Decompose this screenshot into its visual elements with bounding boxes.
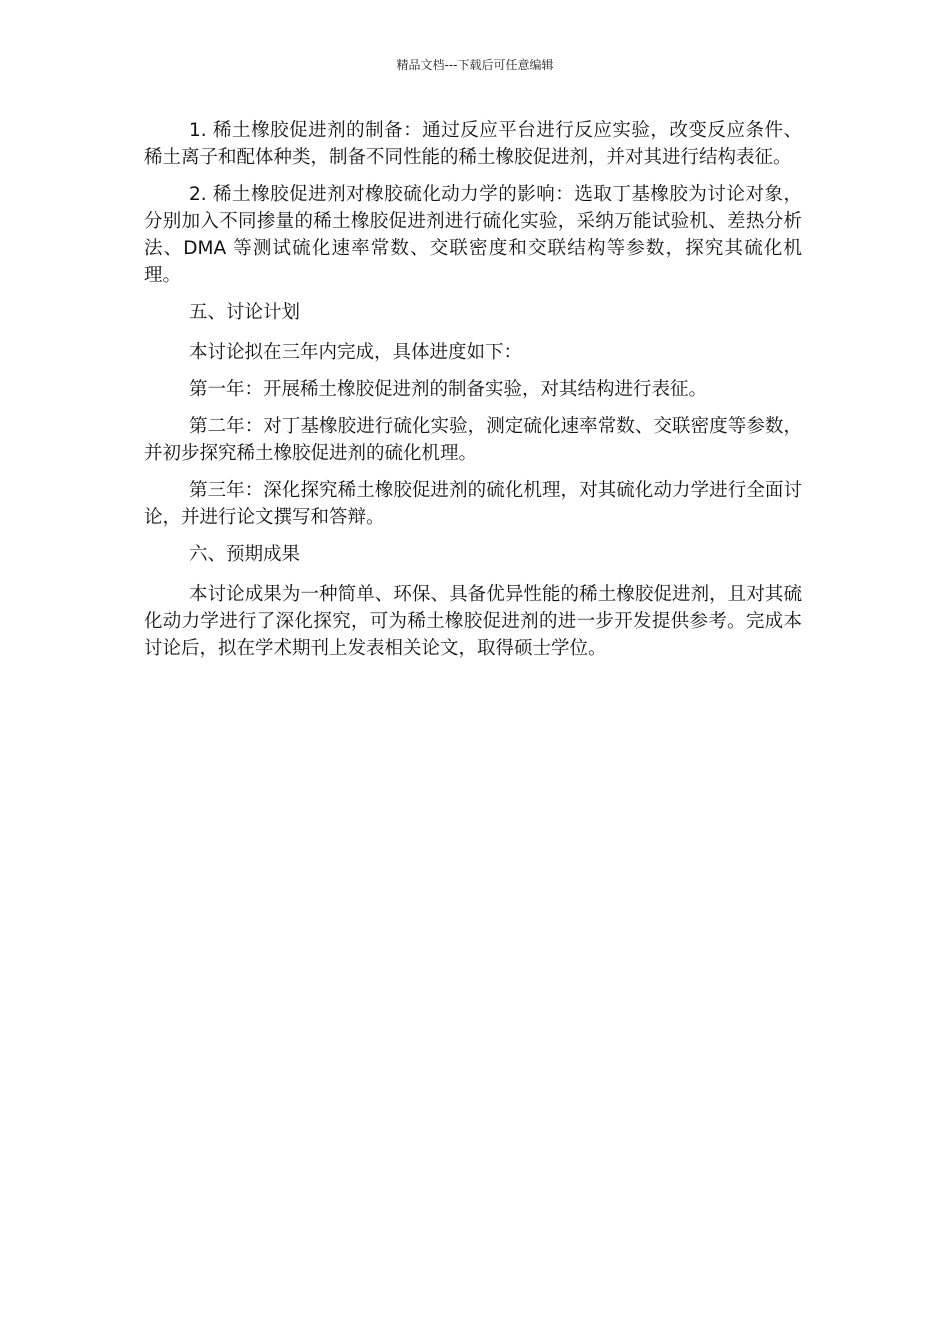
paragraph-expected-results: 本讨论成果为一种简单、环保、具备优异性能的稀土橡胶促进剂，且对其硫化动力学进行了深化探究，可为稀土橡胶促进剂的进一步开发提供参考。完成本讨论后，拟在学术期刊上发表相关论文，取得硕士学位。 [144, 584, 802, 659]
paragraph-vulcanization-kinetics: 2. 稀土橡胶促进剂对橡胶硫化动力学的影响：选取丁基橡胶为讨论对象，分别加入不同掺量的稀土橡胶促进剂进行硫化实验，采纳万能试验机、差热分析法、DMA 等测试硫化速率常数、交联密度和交联结构等参数，探究其硫化机理。 [144, 184, 802, 286]
running-header: 精品文档---下载后可任意编辑 [396, 58, 554, 72]
paragraph-plan-intro: 本讨论拟在三年内完成，具体进度如下： [189, 342, 523, 363]
paragraph-year-one: 第一年：开展稀土橡胶促进剂的制备实验，对其结构进行表征。 [189, 379, 708, 400]
section-heading-expected-results: 六、预期成果 [189, 544, 301, 565]
section-heading-research-plan: 五、讨论计划 [189, 302, 301, 323]
document-body [144, 117, 802, 672]
paragraph-year-two: 第二年：对丁基橡胶进行硫化实验，测定硫化速率常数、交联密度等参数，并初步探究稀土橡胶促进剂的硫化机理。 [144, 416, 802, 464]
paragraph-rare-earth-preparation: 1. 稀土橡胶促进剂的制备：通过反应平台进行反应实验，改变反应条件、稀土离子和配体种类，制备不同性能的稀土橡胶促进剂，并对其进行结构表征。 [144, 120, 802, 168]
paragraph-year-three: 第三年：深化探究稀土橡胶促进剂的硫化机理，对其硫化动力学进行全面讨论，并进行论文撰写和答辩。 [144, 480, 802, 528]
